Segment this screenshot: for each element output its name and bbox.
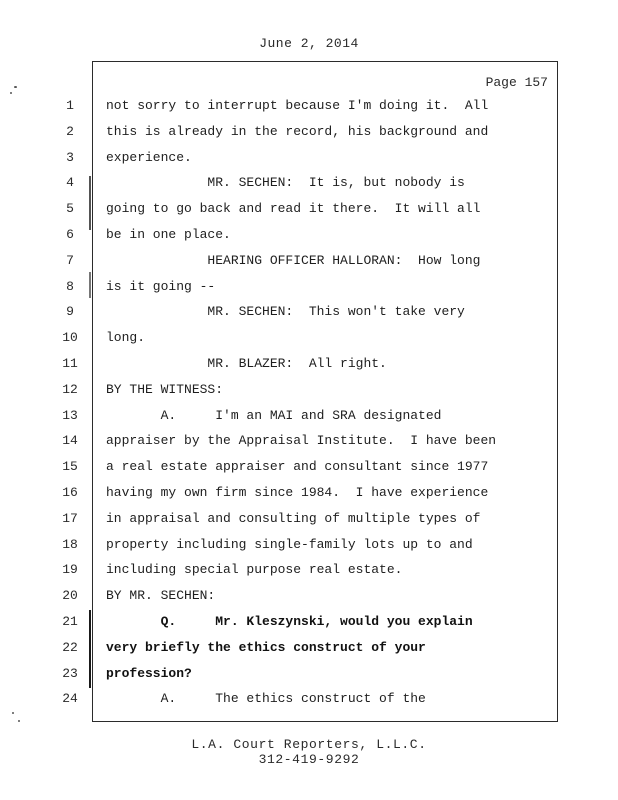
line-number: 18	[62, 536, 78, 552]
line-number: 9	[66, 304, 74, 320]
transcript-line	[0, 406, 600, 426]
line-number: 11	[62, 356, 78, 371]
page-number: Page 157	[485, 75, 548, 90]
line-text: a real estate appraiser and consultant since 1977	[106, 459, 489, 475]
line-text: very briefly the ethics construct of your	[106, 639, 426, 655]
footer-phone: 312-419-9292	[258, 752, 360, 767]
transcript-line	[0, 251, 600, 271]
line-text: MR. SECHEN: It is, but nobody is	[106, 175, 465, 191]
line-number: 2	[66, 123, 74, 139]
line-text: not sorry to interrupt because I'm doing it. All	[106, 98, 489, 113]
scan-speck	[14, 86, 17, 88]
scan-speck	[18, 720, 20, 722]
line-number: 23	[62, 665, 78, 681]
footer-company: L.A. Court Reporters, L.L.C.	[191, 737, 427, 752]
transcript-line	[0, 457, 600, 477]
transcript-line	[0, 328, 600, 348]
line-number: 7	[66, 252, 74, 268]
transcript-line	[0, 199, 600, 219]
transcript-line	[0, 664, 600, 684]
transcript-line	[0, 96, 600, 116]
line-number: 17	[62, 510, 78, 526]
line-number: 22	[62, 639, 78, 655]
transcript-line	[0, 612, 600, 632]
transcript-line	[0, 225, 600, 245]
transcript-line	[0, 586, 600, 606]
transcript-line	[0, 354, 600, 374]
transcript-line	[0, 277, 600, 297]
transcript-line	[0, 483, 600, 503]
transcript-line	[0, 380, 600, 400]
line-text: profession?	[106, 665, 192, 681]
line-text: property including single-family lots up to and	[106, 536, 473, 552]
line-text: in appraisal and consulting of multiple types of	[106, 510, 481, 526]
line-number: 16	[62, 485, 78, 500]
line-text: experience.	[106, 149, 192, 165]
transcript-line	[0, 173, 600, 193]
line-text: A. The ethics construct of the	[106, 691, 426, 707]
transcript-line	[0, 560, 600, 580]
line-number: 19	[62, 562, 78, 578]
line-text: going to go back and read it there. It will all	[106, 201, 481, 217]
transcript-line	[0, 638, 600, 658]
line-text: is it going --	[106, 278, 216, 294]
line-number: 4	[66, 175, 74, 191]
line-text: A. I'm an MAI and SRA designated	[106, 407, 442, 423]
line-number: 3	[66, 149, 74, 165]
line-text: long.	[106, 330, 146, 346]
line-number: 14	[62, 433, 78, 449]
line-number: 20	[62, 588, 78, 604]
line-text: including special purpose real estate.	[106, 562, 403, 578]
line-text: BY MR. SECHEN:	[106, 588, 216, 604]
line-number: 24	[62, 691, 78, 707]
line-number: 21	[62, 614, 78, 629]
line-text: be in one place.	[106, 227, 231, 242]
transcript-line	[0, 431, 600, 451]
line-number: 8	[66, 278, 74, 294]
line-number: 5	[66, 201, 74, 217]
scan-speck	[12, 712, 14, 714]
transcript-line	[0, 122, 600, 142]
line-text: MR. BLAZER: All right.	[106, 356, 387, 371]
transcript-line	[0, 302, 600, 322]
line-text: having my own firm since 1984. I have experience	[106, 485, 489, 500]
transcript-line	[0, 509, 600, 529]
line-text: this is already in the record, his background and	[106, 123, 489, 139]
transcript-line	[0, 148, 600, 168]
line-number: 6	[66, 227, 74, 242]
line-text: MR. SECHEN: This won't take very	[106, 304, 465, 320]
scan-speck	[10, 92, 12, 94]
line-text: HEARING OFFICER HALLORAN: How long	[106, 252, 481, 268]
line-text: Q. Mr. Kleszynski, would you explain	[106, 614, 473, 629]
line-number: 12	[62, 381, 78, 397]
transcript-line	[0, 689, 600, 709]
line-text: appraiser by the Appraisal Institute. I have been	[106, 433, 497, 449]
line-number: 15	[62, 459, 78, 475]
line-number: 10	[62, 330, 78, 346]
line-text: BY THE WITNESS:	[106, 381, 224, 397]
line-number: 1	[66, 98, 74, 113]
transcript-date: June 2, 2014	[259, 36, 359, 51]
transcript-line	[0, 535, 600, 555]
line-number: 13	[62, 407, 78, 423]
